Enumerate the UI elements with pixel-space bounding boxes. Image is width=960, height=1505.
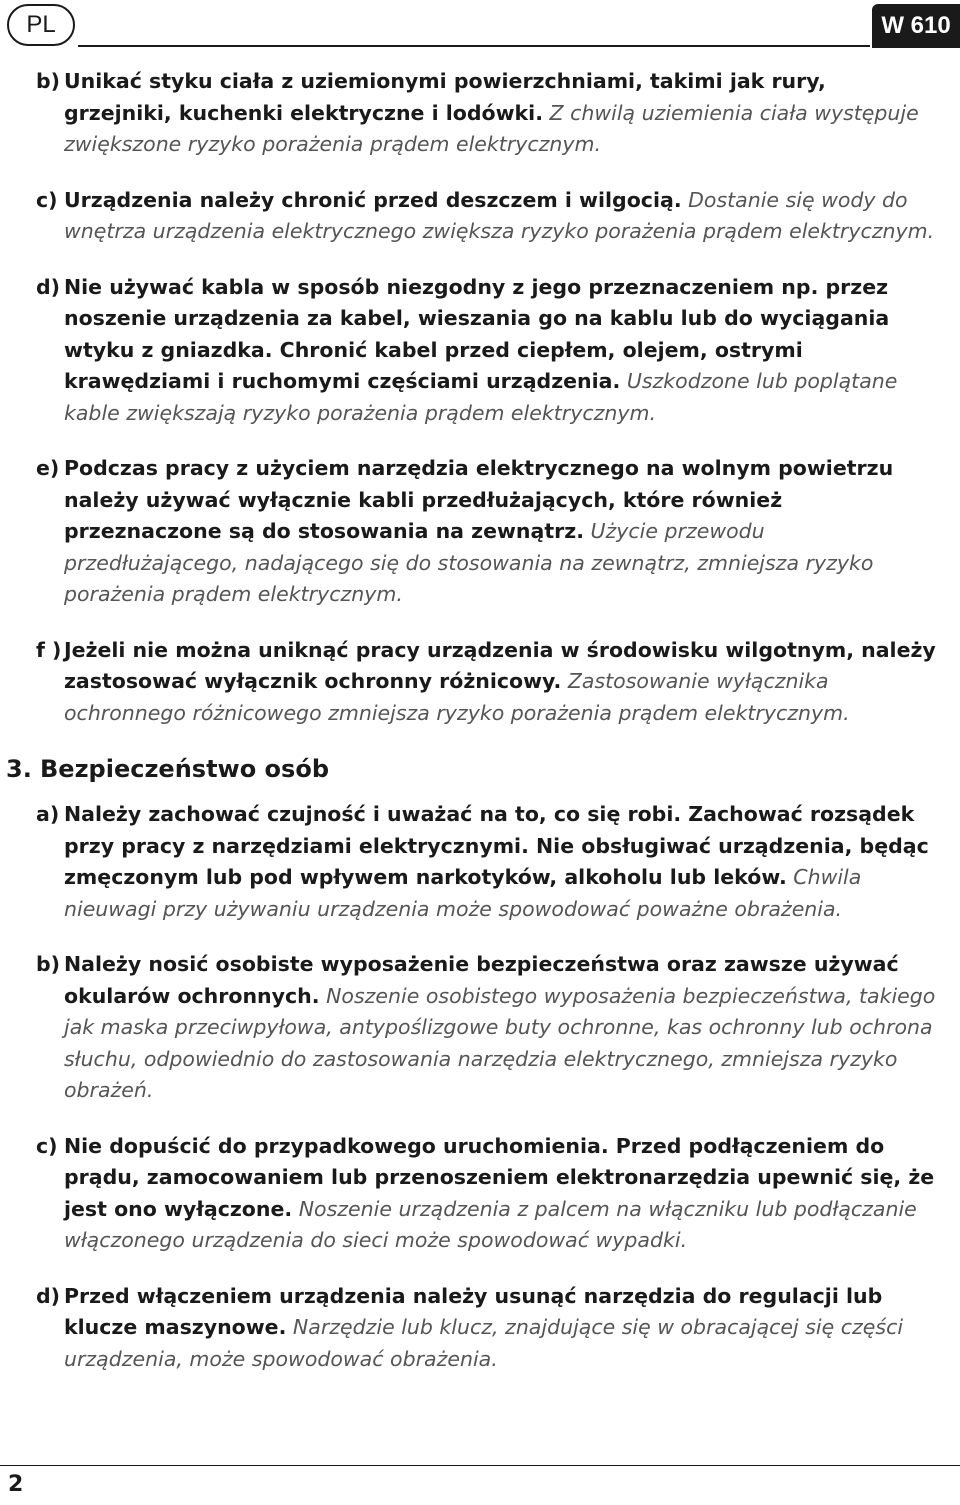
list-item bbox=[0, 799, 960, 925]
item-instruction: Jeżeli nie można uniknąć pracy urządzenia w środowisku wilgotnym, należy zastosować wyłącznik ochronny różnicowy. bbox=[64, 637, 936, 693]
item-instruction: Urządzenia należy chronić przed deszczem i wilgocią. bbox=[64, 187, 682, 212]
item-explanation: Dostanie się wody do wnętrza urządzenia elektrycznego zwiększa ryzyko porażenia prądem elektrycznym. bbox=[64, 187, 935, 243]
list-item bbox=[0, 185, 960, 248]
language-badge: PL bbox=[7, 4, 75, 46]
item-instruction: Przed włączeniem urządzenia należy usunąć narzędzia do regulacji lub klucze maszynowe. bbox=[64, 1283, 883, 1339]
item-marker: a) bbox=[36, 802, 60, 826]
item-marker: b) bbox=[36, 952, 61, 976]
item-explanation: Noszenie urządzenia z palcem na włączniku lub podłączanie włączonego urządzenia do sieci może spowodować wypadki. bbox=[64, 1196, 917, 1252]
page-content bbox=[0, 66, 960, 1375]
item-instruction: Nie dopuścić do przypadkowego uruchomienia. Przed podłączeniem do prądu, zamocowaniem lub przenoszeniem elektronarzędzia upewnić się, że jest ono wyłączone. bbox=[64, 1133, 935, 1221]
item-instruction: Należy nosić osobiste wyposażenie bezpieczeństwa oraz zawsze używać okularów ochronnych. bbox=[64, 952, 899, 1008]
model-badge: W 610 bbox=[872, 4, 960, 48]
section-heading bbox=[0, 753, 960, 785]
item-marker: e) bbox=[36, 456, 60, 480]
list-item bbox=[0, 66, 960, 161]
item-explanation: Chwila nieuwagi przy używaniu urządzenia może spowodować poważne obrażenia. bbox=[64, 865, 862, 921]
item-explanation: Noszenie osobistego wyposażenia bezpieczeństwa, takiego jak maska przeciwpyłowa, antypoślizgowe buty ochronne, kas ochronny lub ochrona słuchu, odpowiednio do zastosowania narzędzia elektrycznego, zmniejsza ryzyko obrażeń. bbox=[64, 983, 936, 1102]
item-explanation: Z chwilą uziemienia ciała występuje zwiększone ryzyko porażenia prądem elektrycznym. bbox=[64, 100, 919, 156]
item-marker: c) bbox=[36, 187, 58, 212]
item-explanation: Uszkodzone lub poplątane kable zwiększają ryzyko porażenia prądem elektrycznym. bbox=[64, 369, 898, 425]
item-instruction: Należy zachować czujność i uważać na to, co się robi. Zachować rozsądek przy pracy z narzędziami elektrycznymi. Nie obsługiwać urządzenia, będąc zmęczonym lub pod wpływem narkotyków, alkoholu lub leków. bbox=[64, 802, 929, 889]
item-explanation: Narzędzie lub klucz, znajdujące się w obracającej się części urządzenia, może spowodować obrażenia. bbox=[64, 1315, 904, 1371]
item-explanation: Użycie przewodu przedłużającego, nadającego się do stosowania na zewnątrz, zmniejsza ryzyko porażenia prądem elektrycznym. bbox=[64, 519, 874, 606]
section-number: 3. bbox=[6, 755, 32, 783]
item-marker: f ) bbox=[36, 637, 62, 662]
list-item bbox=[0, 272, 960, 430]
item-marker: d) bbox=[36, 274, 61, 299]
list-item bbox=[0, 949, 960, 1107]
page-number: 2 bbox=[8, 1472, 24, 1497]
list-item bbox=[0, 635, 960, 730]
item-instruction: Nie używać kabla w sposób niezgodny z jego przeznaczeniem np. przez noszenie urządzenia za kabel, wieszania go na kablu lub do wyciągania wtyku z gniazdka. Chronić kabel przed ciepłem, olejem, ostrymi krawędziami i ruchomymi częściami urządzenia. bbox=[64, 274, 890, 393]
item-marker: b) bbox=[36, 69, 61, 93]
item-instruction: Unikać styku ciała z uziemionymi powierzchniami, takimi jak rury, grzejniki, kuchenki elektryczne i lodówki. bbox=[64, 69, 826, 125]
footer-divider bbox=[0, 1465, 960, 1466]
item-instruction: Podczas pracy z użyciem narzędzia elektrycznego na wolnym powietrzu należy używać wyłącznie kabli przedłużających, które również przeznaczone są do stosowania na zewnątrz. bbox=[64, 456, 894, 543]
page-header bbox=[0, 0, 960, 52]
item-marker: c) bbox=[36, 1133, 58, 1158]
list-item bbox=[0, 1131, 960, 1257]
list-item bbox=[0, 453, 960, 611]
list-item bbox=[0, 1281, 960, 1376]
item-explanation: Zastosowanie wyłącznika ochronnego różnicowego zmniejsza ryzyko porażenia prądem elektrycznym. bbox=[64, 669, 850, 725]
header-divider bbox=[78, 45, 870, 47]
item-marker: d) bbox=[36, 1283, 61, 1308]
section-title: Bezpieczeństwo osób bbox=[40, 755, 329, 783]
